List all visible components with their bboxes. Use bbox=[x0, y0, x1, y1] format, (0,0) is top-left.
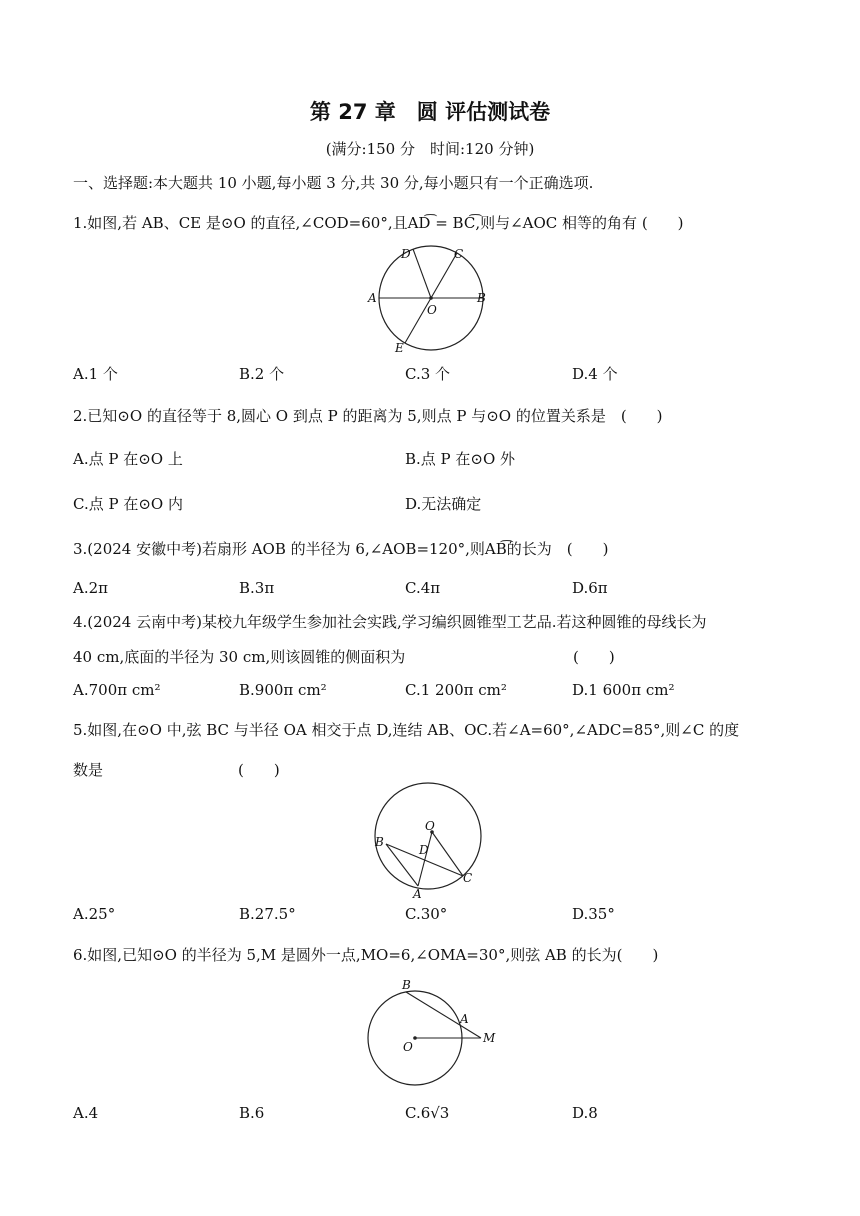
question-5-bracket: ( ) bbox=[238, 761, 280, 779]
fig5-label-c: C bbox=[463, 871, 473, 885]
q6-option-a[interactable]: A.4 bbox=[73, 1104, 99, 1122]
fig1-label-o: O bbox=[427, 303, 437, 317]
q5-option-b[interactable]: B.27.5° bbox=[239, 905, 296, 923]
q1-option-d[interactable]: D.4 个 bbox=[572, 365, 618, 383]
question-1-stem: 1.如图,若 AB、CE 是⊙O 的直径,∠COD=60°,且AD͡ = BC͡,则与∠AOC 相等的角有 ( ) bbox=[73, 214, 684, 232]
q6-option-b[interactable]: B.6 bbox=[239, 1104, 265, 1122]
section-heading: 一、选择题:本大题共 10 小题,每小题 3 分,共 30 分,每小题只有一个正确选项. bbox=[73, 174, 594, 192]
fig1-label-e: E bbox=[395, 341, 404, 355]
question-3-stem: 3.(2024 安徽中考)若扇形 AOB 的半径为 6,∠AOB=120°,则AB͡的长为 ( ) bbox=[73, 540, 609, 558]
q6-option-d[interactable]: D.8 bbox=[572, 1104, 598, 1122]
q2-option-c[interactable]: C.点 P 在⊙O 内 bbox=[73, 495, 183, 513]
question-5-figure bbox=[368, 782, 498, 900]
q2-option-d[interactable]: D.无法确定 bbox=[405, 495, 482, 513]
q4-option-b[interactable]: B.900π cm² bbox=[239, 681, 327, 699]
q1-option-b[interactable]: B.2 个 bbox=[239, 365, 285, 383]
fig6-label-b: B bbox=[402, 978, 411, 992]
q1-option-a[interactable]: A.1 个 bbox=[73, 365, 118, 383]
fig5-label-a: A bbox=[413, 887, 422, 900]
q1-option-c[interactable]: C.3 个 bbox=[405, 365, 451, 383]
fig6-label-o: O bbox=[403, 1040, 413, 1054]
q2-option-b[interactable]: B.点 P 在⊙O 外 bbox=[405, 450, 516, 468]
q5-option-c[interactable]: C.30° bbox=[405, 905, 448, 923]
question-4-stem-line2: 40 cm,底面的半径为 30 cm,则该圆锥的侧面积为 bbox=[73, 648, 406, 666]
fig6-label-m: M bbox=[483, 1031, 496, 1045]
question-1-figure bbox=[364, 240, 494, 356]
fig1-label-c: C bbox=[454, 247, 464, 261]
fig5-label-d: D bbox=[419, 843, 429, 857]
fig1-label-a: A bbox=[368, 291, 377, 305]
fig1-label-b: B bbox=[477, 291, 486, 305]
q3-option-b[interactable]: B.3π bbox=[239, 579, 275, 597]
q3-option-d[interactable]: D.6π bbox=[572, 579, 608, 597]
question-6-stem: 6.如图,已知⊙O 的半径为 5,M 是圆外一点,MO=6,∠OMA=30°,则弦 AB 的长为( ) bbox=[73, 946, 659, 964]
q5-option-a[interactable]: A.25° bbox=[73, 905, 116, 923]
page-title: 第 27 章 圆 评估测试卷 bbox=[309, 100, 551, 124]
q5-option-d[interactable]: D.35° bbox=[572, 905, 615, 923]
fig5-label-o: O bbox=[425, 819, 435, 833]
question-5-stem-line1: 5.如图,在⊙O 中,弦 BC 与半径 OA 相交于点 D,连结 AB、OC.若∠A=60°,∠ADC=85°,则∠C 的度 bbox=[73, 721, 740, 739]
q4-option-a[interactable]: A.700π cm² bbox=[73, 681, 161, 699]
page-subtitle: (满分:150 分 时间:120 分钟) bbox=[325, 140, 535, 158]
fig5-label-b: B bbox=[375, 835, 384, 849]
question-5-stem-line2: 数是 bbox=[73, 761, 104, 779]
q3-option-c[interactable]: C.4π bbox=[405, 579, 441, 597]
fig6-label-a: A bbox=[460, 1012, 469, 1026]
fig1-label-d: D bbox=[401, 247, 411, 261]
q4-option-c[interactable]: C.1 200π cm² bbox=[405, 681, 507, 699]
question-4-stem-line1: 4.(2024 云南中考)某校九年级学生参加社会实践,学习编织圆锥型工艺品.若这种圆锥的母线长为 bbox=[73, 613, 707, 631]
question-6-figure bbox=[362, 974, 502, 1094]
q2-option-a[interactable]: A.点 P 在⊙O 上 bbox=[73, 450, 183, 468]
question-2-stem: 2.已知⊙O 的直径等于 8,圆心 O 到点 P 的距离为 5,则点 P 与⊙O 的位置关系是 ( ) bbox=[73, 407, 663, 425]
q3-option-a[interactable]: A.2π bbox=[73, 579, 109, 597]
q4-option-d[interactable]: D.1 600π cm² bbox=[572, 681, 675, 699]
q6-option-c[interactable]: C.6√3 bbox=[405, 1104, 450, 1122]
question-4-bracket: ( ) bbox=[573, 648, 615, 666]
